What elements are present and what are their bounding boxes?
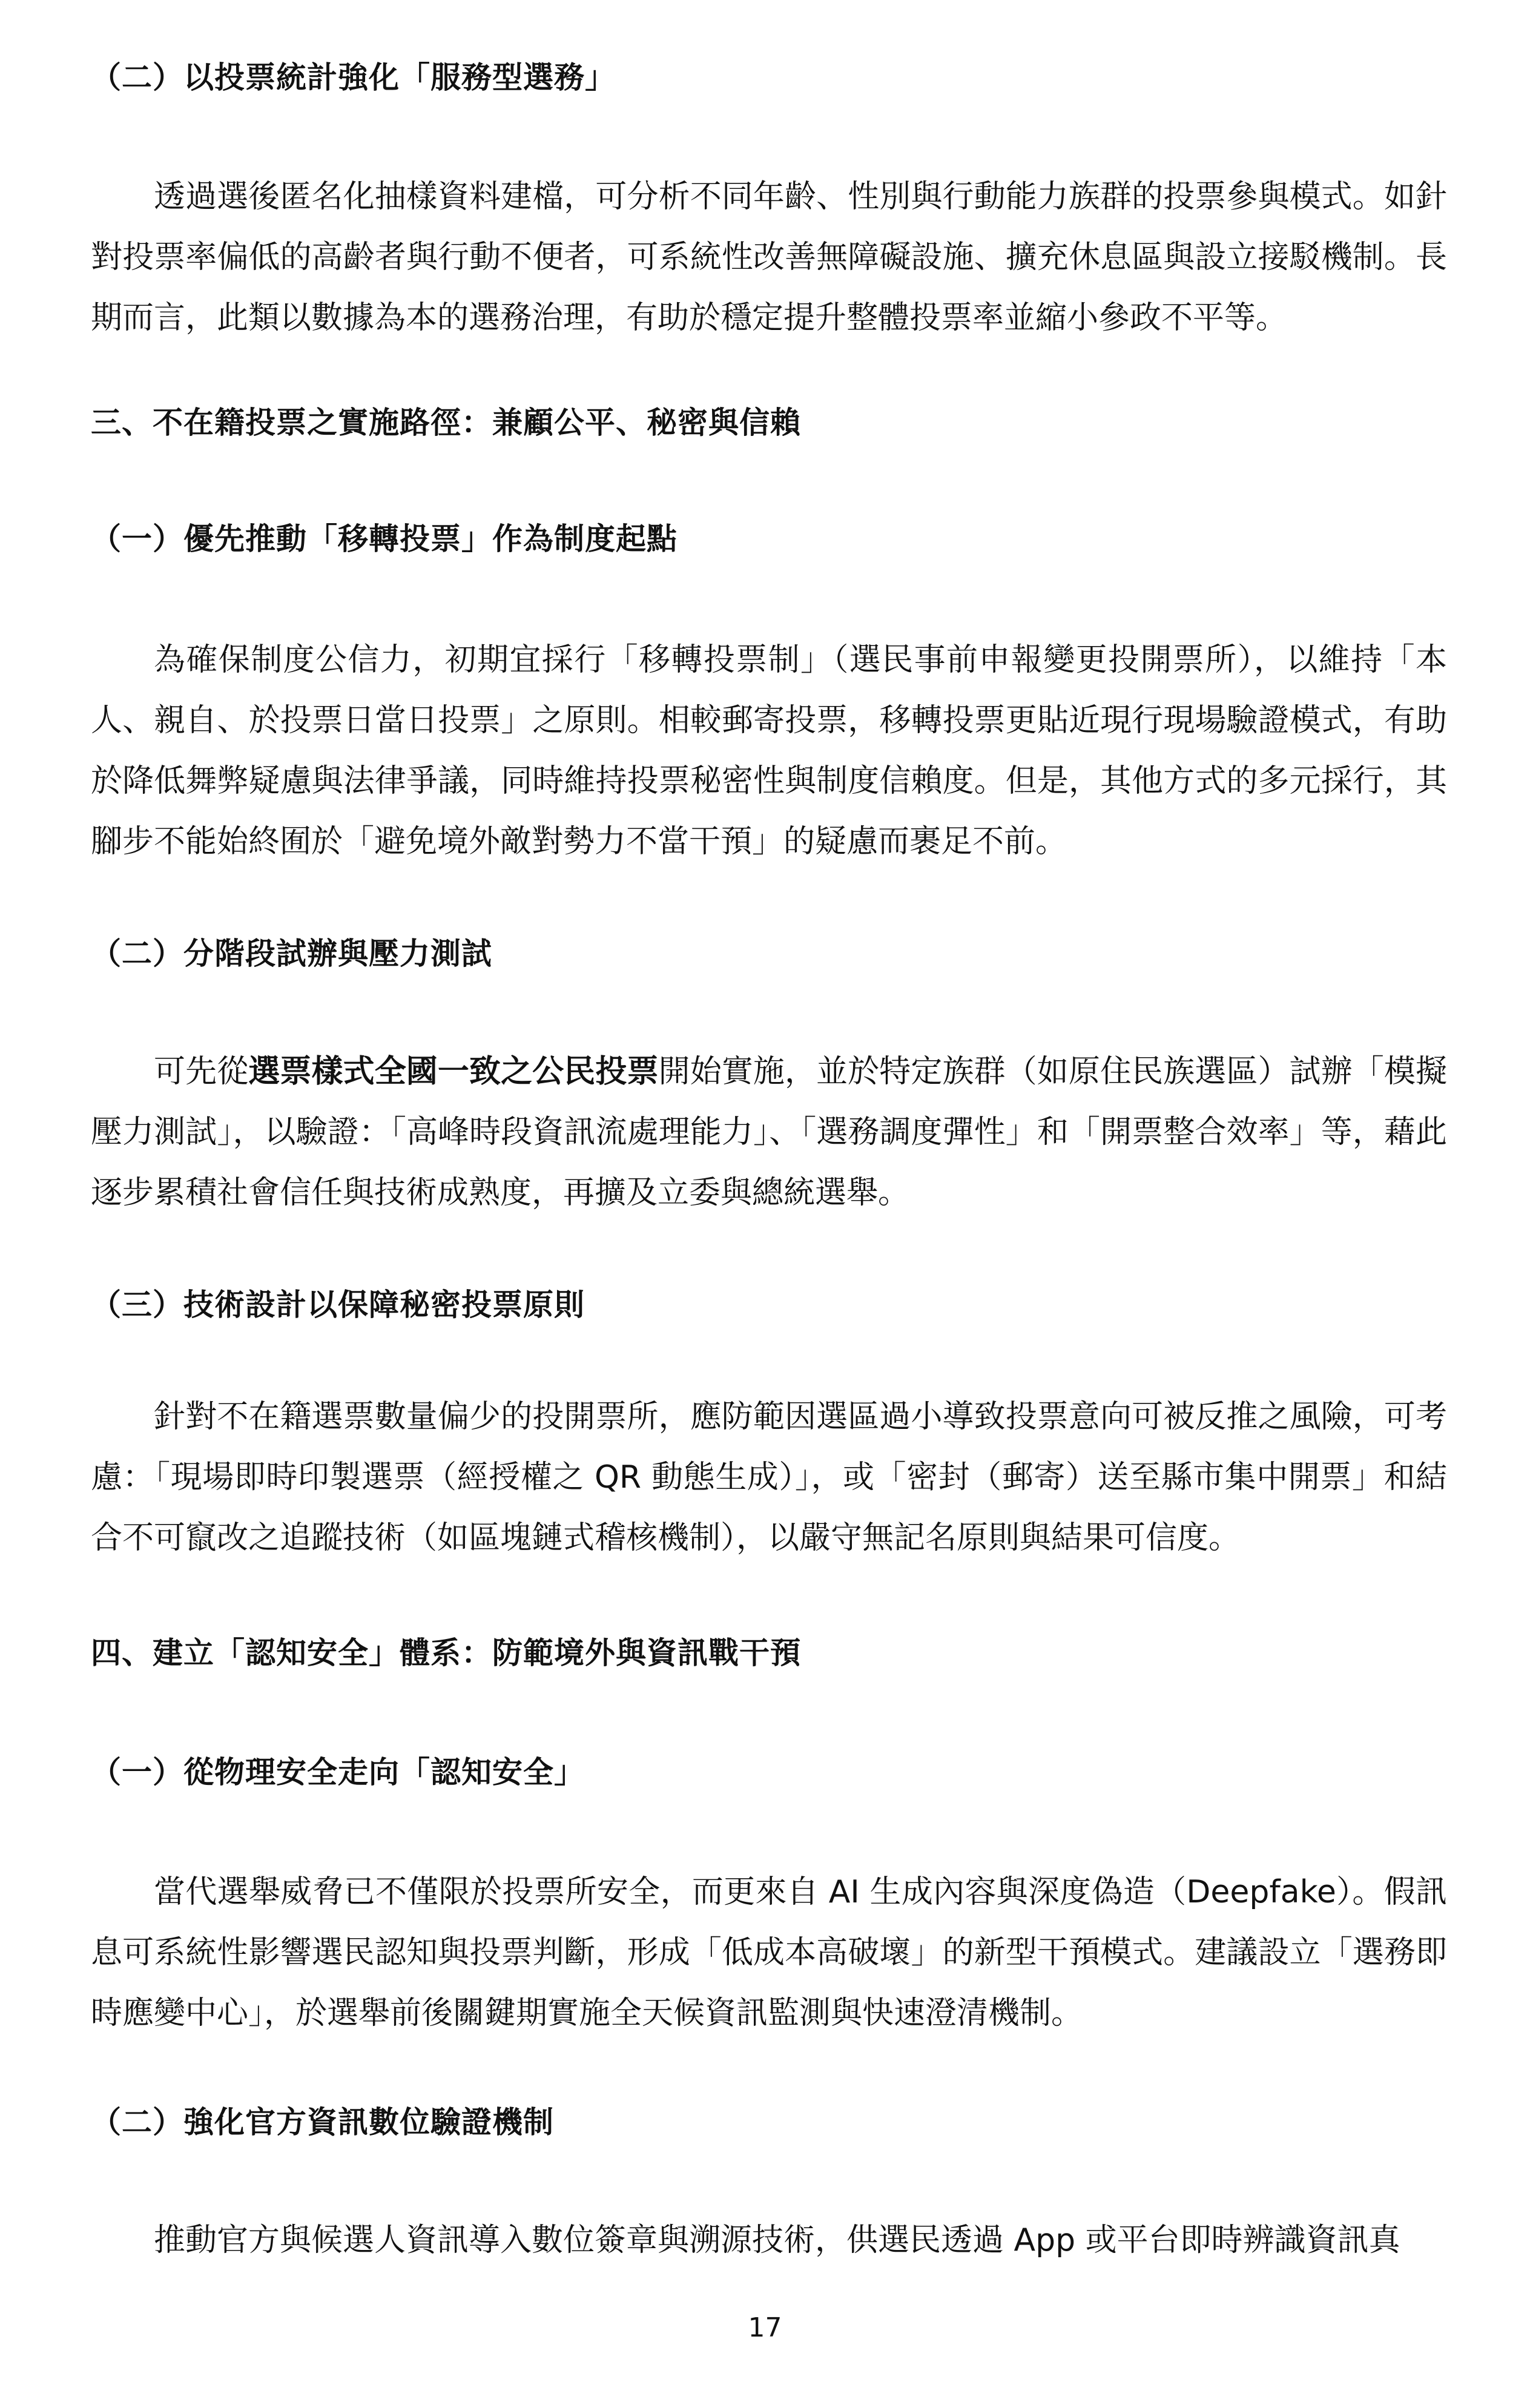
section-heading-digital-verification: （二）強化官方資訊數位驗證機制 [91, 2105, 554, 2140]
paragraph-phased-pilot-emphasis: 選票樣式全國一致之公民投票 [248, 1054, 659, 1090]
paragraph-phased-pilot-rest: 開始實施，並於特定族群（如原住民族選區）試辦「模擬壓力測試」，以驗證：「高峰時段資訊流處理能力」、「選務調度彈性」和「開票整合效率」等，藉此逐步累積社會信任與技術成熟度，再擴及立委與總統選舉。 [91, 1054, 1447, 1211]
paragraph-digital-verification: 推動官方與候選人資訊導入數位簽章與溯源技術，供選民透過 App 或平台即時辨識資訊真 [154, 2222, 1400, 2258]
paragraph-secret-ballot-tech: 針對不在籍選票數量偏少的投開票所，應防範因選區過小導致投票意向可被反推之風險，可考慮：「現場即時印製選票（經授權之 QR 動態生成）」，或「密封（郵寄）送至縣市集中開票」和結合不可竄改之追蹤技術（如區塊鏈式稽核機制），以嚴守無記名原則與結果可信度。 [91, 1399, 1447, 1556]
section-heading-transfer-voting: （一）優先推動「移轉投票」作為制度起點 [91, 521, 678, 556]
section-heading-phased-pilot: （二）分階段試辦與壓力測試 [91, 936, 492, 971]
paragraph-physical-to-cognitive: 當代選舉威脅已不僅限於投票所安全，而更來自 AI 生成內容與深度偽造（Deepfake）。假訊息可系統性影響選民認知與投票判斷，形成「低成本高破壞」的新型干預模式。建議設立「選務即時應變中心」，於選舉前後關鍵期實施全天候資訊監測與快速澄清機制。 [91, 1874, 1447, 2031]
page-number: 17 [748, 2312, 782, 2343]
section-heading-secret-ballot-tech: （三）技術設計以保障秘密投票原則 [91, 1287, 585, 1322]
chapter-heading-absentee-voting: 三、不在籍投票之實施路徑：兼顧公平、秘密與信賴 [91, 405, 801, 440]
paragraph-transfer-voting: 為確保制度公信力，初期宜採行「移轉投票制」（選民事前申報變更投開票所），以維持「本人、親自、於投票日當日投票」之原則。相較郵寄投票，移轉投票更貼近現行現場驗證模式，有助於降低舞弊疑慮與法律爭議，同時維持投票秘密性與制度信賴度。但是，其他方式的多元採行，其腳步不能始終囿於「避免境外敵對勢力不當干預」的疑慮而裹足不前。 [91, 642, 1447, 860]
chapter-heading-cognitive-security: 四、建立「認知安全」體系：防範境外與資訊戰干預 [91, 1635, 801, 1671]
section-heading-service-oriented: （二）以投票統計強化「服務型選務」 [91, 60, 616, 95]
section-heading-physical-to-cognitive: （一）從物理安全走向「認知安全」 [91, 1755, 585, 1790]
paragraph-service-oriented: 透過選後匿名化抽樣資料建檔，可分析不同年齡、性別與行動能力族群的投票參與模式。如針對投票率偏低的高齡者與行動不便者，可系統性改善無障礙設施、擴充休息區與設立接駁機制。長期而言，此類以數據為本的選務治理，有助於穩定提升整體投票率並縮小參政不平等。 [91, 179, 1447, 336]
paragraph-phased-pilot-lead: 可先從 [154, 1054, 249, 1090]
paragraph-phased-pilot [91, 1041, 1447, 1223]
